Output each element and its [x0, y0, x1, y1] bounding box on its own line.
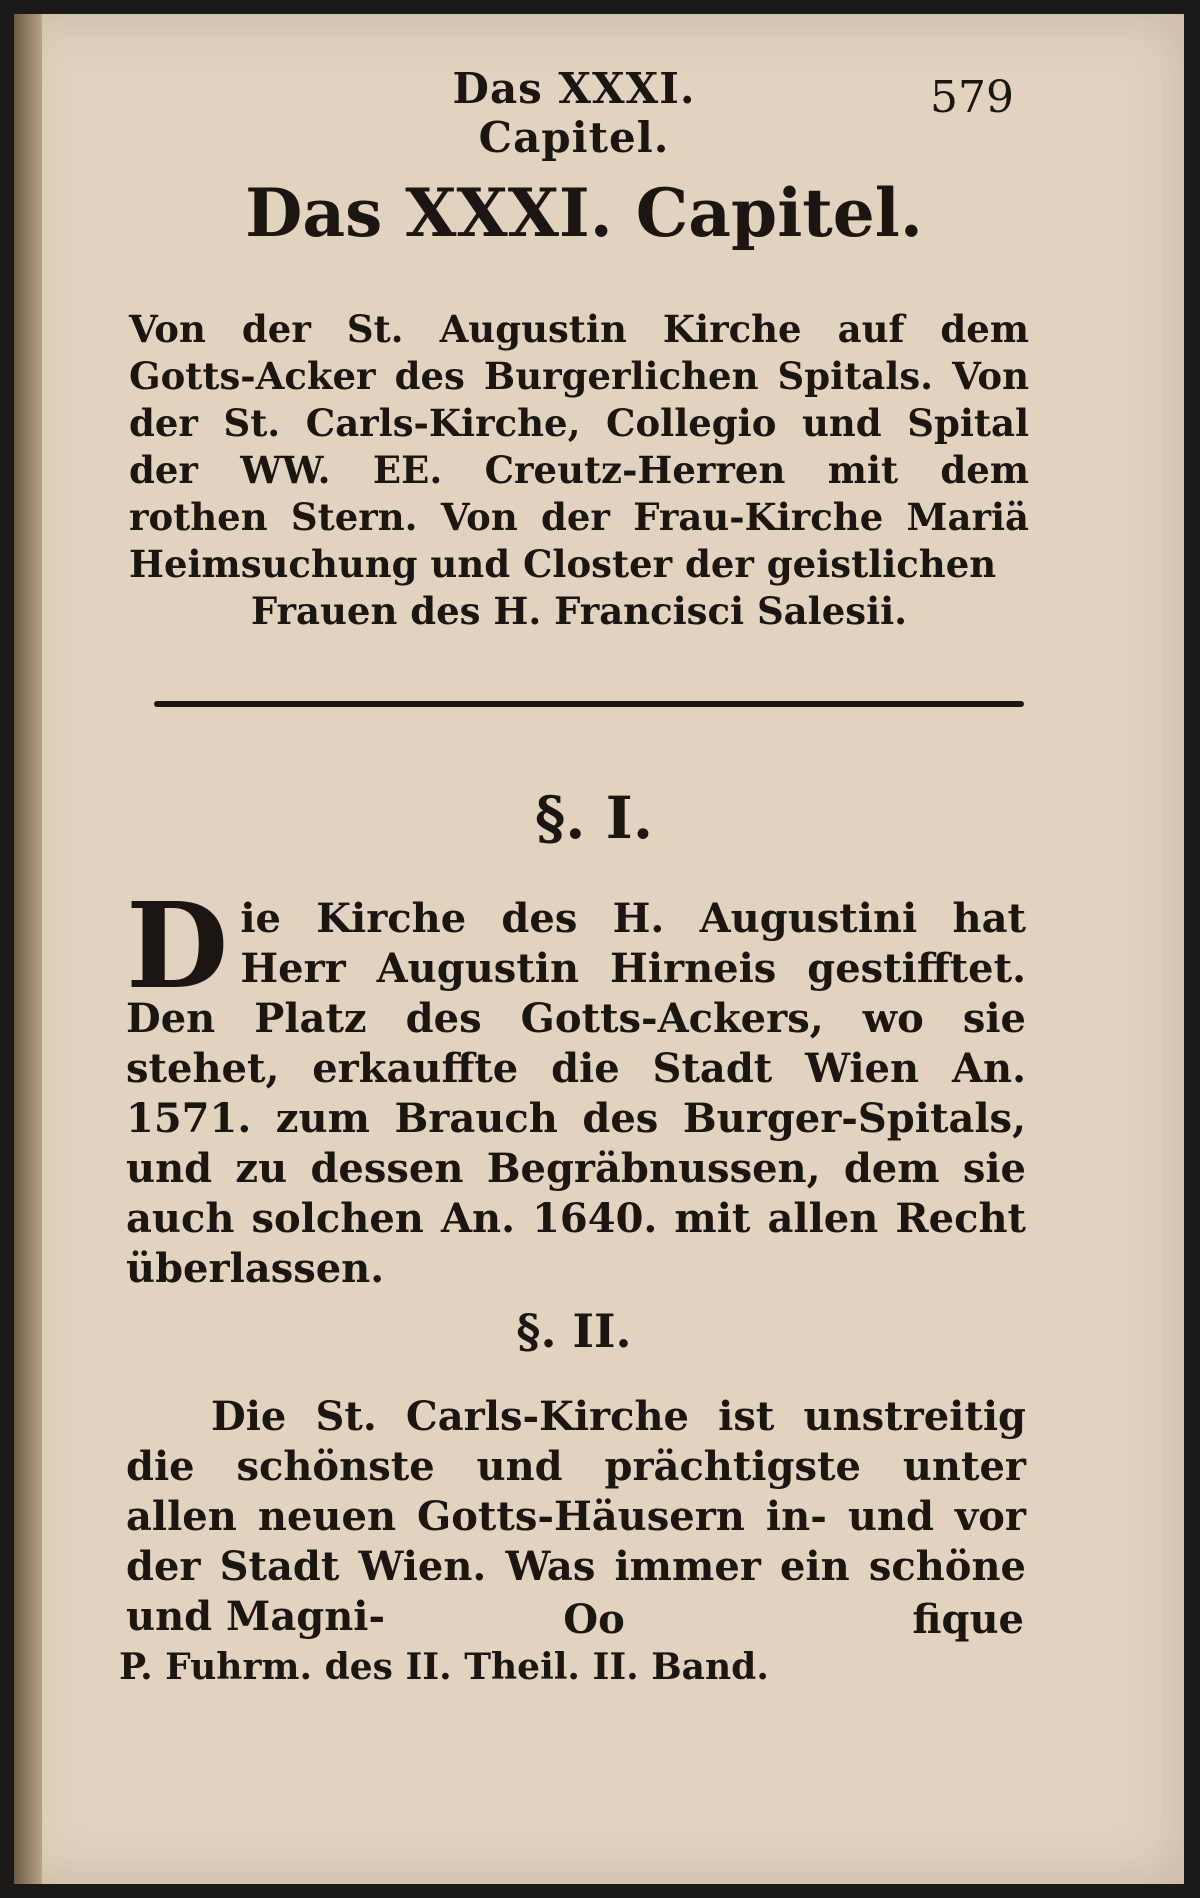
chapter-title: Das XXXI. Capitel. — [245, 174, 923, 252]
book-page — [14, 14, 1184, 1884]
chapter-summary-main: Von der St. Augustin Kirche auf dem Gotts-Acker des Burgerlichen Spitals. Von der St. Carls-Kirche, Collegio und Spital der WW. EE. Creutz-Herren mit dem rothen Stern. Von der Frau-Kirche Mariä Heimsuchung und Closter der geistlichen — [129, 307, 1029, 586]
running-head: Das XXXI. Capitel. — [452, 64, 696, 162]
section-2-paragraph: Die St. Carls-Kirche ist unstreitig die schönste und prächtigste unter allen neuen Gotts-Häusern in- und vor der Stadt Wien. Was immer ein schöne und Magni- — [126, 1393, 1026, 1640]
section-1-paragraph — [126, 876, 1026, 1294]
chapter-summary — [129, 306, 1029, 635]
footer-note: P. Fuhrm. des II. Theil. II. Band. — [119, 1646, 769, 1688]
drop-cap-letter: D — [126, 876, 229, 1015]
signature-mark: Oo — [563, 1596, 625, 1643]
section-heading-2: §. II. — [516, 1304, 632, 1358]
page-number: 579 — [930, 72, 1014, 123]
horizontal-rule — [154, 701, 1024, 707]
book-spine-shadow — [14, 14, 42, 1884]
section-heading-1: §. I. — [534, 784, 654, 852]
section-1-text: ie Kirche des H. Augustini hat Herr Augustin Hirneis gestifftet. Den Platz des Gotts-Ackers, wo sie stehet, erkauffte die Stadt Wien An. 1571. zum Brauch des Burger-Spitals, und zu dessen Begräbnussen, dem sie auch solchen An. 1640. mit allen Recht überlassen. — [126, 895, 1026, 1292]
chapter-summary-last-line: Frauen des H. Francisci Salesii. — [250, 589, 908, 633]
catchword: fique — [912, 1596, 1024, 1643]
